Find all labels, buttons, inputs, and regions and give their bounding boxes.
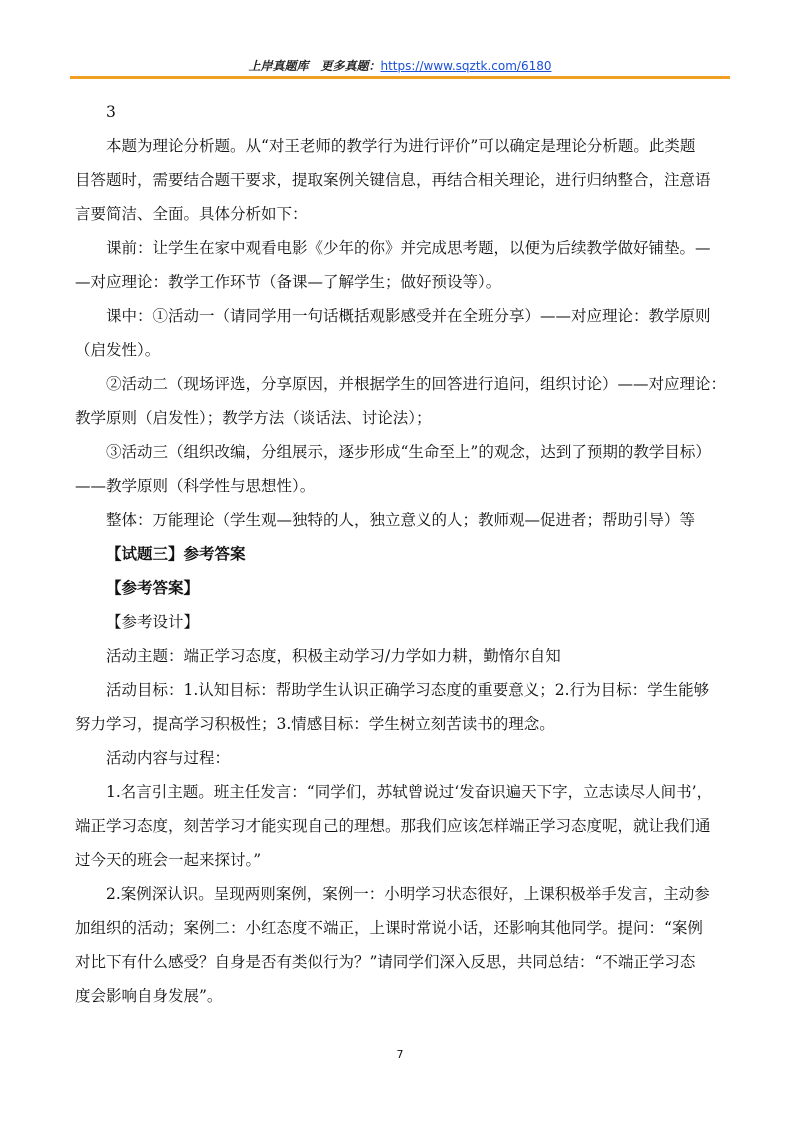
text-line: 【参考设计】 <box>106 613 200 631</box>
text-line: ②活动二（现场评选，分享原因，并根据学生的回答进行追问，组织讨论）——对应理论： <box>106 375 727 393</box>
text-line: 本题为理论分析题。从“对王老师的教学行为进行评价”可以确定是理论分析题。此类题 <box>106 137 696 155</box>
text-line: 加组织的活动；案例二：小红态度不端正，上课时常说小话，还影响其他同学。提问：“案例 <box>75 919 703 937</box>
text-line: 课前：让学生在家中观看电影《少年的你》并完成思考题，以便为后续教学做好铺垫。— <box>106 239 711 257</box>
document-body <box>75 95 735 1013</box>
text-line: 过今天的班会一起来探讨。” <box>75 851 262 869</box>
text-line: ③活动三（组织改编，分组展示，逐步形成“生命至上”的观念，达到了预期的教学目标） <box>106 443 711 461</box>
text-line: 活动主题：端正学习态度，积极主动学习/力学如力耕，勤惰尔自知 <box>106 647 561 665</box>
text-line: —对应理论：教学工作环节（备课—了解学生；做好预设等）。 <box>75 273 502 291</box>
text-line: ——教学原则（科学性与思想性）。 <box>75 477 316 495</box>
text-line: 对比下有什么感受？自身是否有类似行为？”请同学们深入反思，共同总结：“不端正学习态 <box>75 953 696 971</box>
text-line: 言要简洁、全面。具体分析如下： <box>75 205 308 223</box>
header-link[interactable]: https://www.sqztk.com/6180 <box>380 59 552 73</box>
text-line: （启发性）。 <box>75 341 161 359</box>
section-heading: 【参考答案】 <box>106 579 200 597</box>
text-line: 度会影响自身发展”。 <box>75 987 223 1005</box>
header-brand: 上岸真题库 更多真题： <box>248 59 381 73</box>
text-line: 努力学习，提高学习积极性；3.情感目标：学生树立刻苦读书的理念。 <box>75 715 555 733</box>
section-heading: 【试题三】参考答案 <box>106 545 246 563</box>
text-line: 端正学习态度，刻苦学习才能实现自己的理想。那我们应该怎样端正学习态度呢，就让我们通 <box>75 817 711 835</box>
text-line: 教学原则（启发性）；教学方法（谈话法、讨论法）； <box>75 409 432 427</box>
text-line: 活动目标：1.认知目标：帮助学生认识正确学习态度的重要意义；2.行为目标：学生能够 <box>106 681 710 699</box>
text-line: 整体：万能理论（学生观—独特的人，独立意义的人；教师观—促进者；帮助引导）等 <box>106 511 696 529</box>
page-number: 7 <box>396 1048 404 1061</box>
header-divider <box>70 76 730 79</box>
text-line: 活动内容与过程： <box>106 749 231 767</box>
text-line: 目答题时，需要结合题干要求，提取案例关键信息，再结合相关理论，进行归纳整合，注意语 <box>75 171 711 189</box>
text-line: 课中：①活动一（请同学用一句话概括观影感受并在全班分享）——对应理论：教学原则 <box>106 307 711 325</box>
text-line: 1.名言引主题。班主任发言：“同学们，苏轼曾说过‘发奋识遍天下字，立志读尽人间书’， <box>106 783 713 801</box>
text-line: 3 <box>106 103 116 121</box>
text-line: 2.案例深认识。呈现两则案例，案例一：小明学习状态很好，上课积极举手发言，主动参 <box>106 885 710 903</box>
